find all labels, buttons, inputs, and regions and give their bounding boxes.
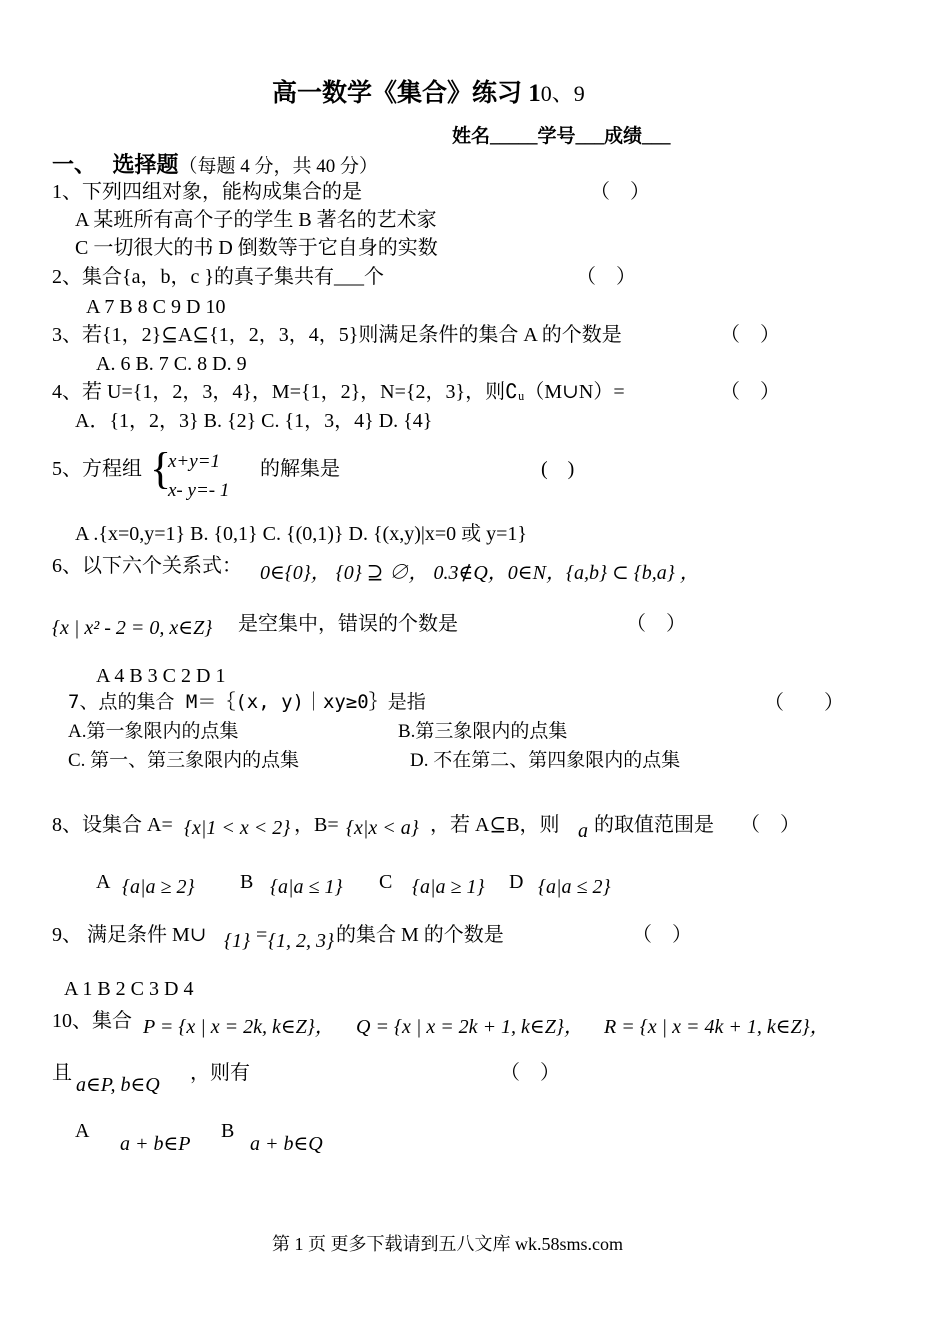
title-suffix: 0、9 [540,81,585,106]
question-10-line2-end: ，则有 [190,1062,250,1084]
question-7-option-d: D. 不在第二、第四象限内的点集 [410,750,681,771]
question-8-set-a: {x|1 < x < 2} [184,817,291,839]
question-1-answer-paren: （ ） [590,181,650,203]
question-10-option-b-expr: a + b∈Q [250,1133,323,1155]
question-1-options-cd: C 一切很大的书 D 倒数等于它自身的实数 [75,237,438,259]
question-8-option-b-label: B [240,871,254,893]
question-1-options-ab: A 某班所有高个子的学生 B 著名的艺术家 [75,209,437,231]
question-10-condition: a∈P, b∈Q [76,1074,160,1096]
question-2-options: A 7 B 8 C 9 D 10 [86,296,226,318]
question-8-option-d-label: D [509,871,524,893]
question-7-option-b: B.第三象限内的点集 [398,721,568,742]
question-4-options: A．{1，2，3} B. {2} C. {1，3，4} D. {4} [75,410,433,432]
question-10-answer-paren: （ ） [500,1062,560,1084]
question-10-set-q: Q = {x | x = 2k + 1, k∈Z}， [356,1016,584,1038]
question-5-stem: 5、方程组 [52,458,142,480]
question-10-set-p: P = {x | x = 2k, k∈Z}， [143,1016,335,1038]
question-5-tail: 的解集是 [260,458,340,480]
question-6-set-expression: {x | x² - 2 = 0, x∈Z} [52,617,213,639]
question-7-option-c: C. 第一、第三象限内的点集 [68,750,300,771]
section-title: 选择题 [112,152,179,177]
question-6-tail: 是空集中，错误的个数是 [238,613,458,635]
question-10-line2-start: 且 [52,1062,72,1084]
section-heading [52,152,378,178]
question-2-stem: 2、集合{a，b，c }的真子集共有___个 [52,266,384,288]
question-4-stem: 4、若 U={1，2，3，4}，M={1，2}，N={2，3}，则∁ᵤ（M∪N）= [52,381,625,403]
question-7-answer-paren: （ ） [764,692,844,714]
question-3-options: A. 6 B. 7 C. 8 D. 9 [96,353,247,375]
question-8-option-c-label: C [379,871,393,893]
system-brace-icon: { [150,444,172,493]
question-8-option-b-set: {a|a ≤ 1} [270,876,343,898]
question-8-option-c-set: {a|a ≥ 1} [412,876,485,898]
question-8-option-d-set: {a|a ≤ 2} [538,876,611,898]
question-2-answer-paren: （ ） [576,266,636,288]
question-4-answer-paren: （ ） [720,381,780,403]
question-8-tail2: 的取值范围是 [594,814,714,836]
question-8-answer-paren: （ ） [740,814,800,836]
question-5-equation-2: x- y=- 1 [168,480,230,501]
question-10-option-a-label: A [75,1120,90,1142]
question-9-set-1: {1} [224,930,250,952]
question-9-tail: 的集合 M 的个数是 [336,924,504,946]
question-5-equation-1: x+y=1 [168,451,221,472]
question-8-stem: 8、设集合 A= [52,814,173,836]
question-6-answer-paren: （ ） [626,613,686,635]
question-7-option-a: A.第一象限内的点集 [68,721,239,742]
question-3-stem: 3、若{1，2}⊆A⊆{1，2，3，4，5}则满足条件的集合 A 的个数是 [52,324,622,346]
question-3-answer-paren: （ ） [720,324,780,346]
question-5-answer-paren: ( ) [541,458,575,480]
question-9-options: A 1 B 2 C 3 D 4 [64,978,194,1000]
page-title [272,80,585,109]
question-10-set-r: R = {x | x = 4k + 1, k∈Z}， [604,1016,830,1038]
question-6-relations: 0∈{0}， {0} ⊇ ∅， 0.3∉Q，0∈N，{a,b} ⊂ {b,a} ， [260,562,700,584]
question-8-variable: a [578,820,588,842]
title-main: 高一数学《集合》练习 1 [272,80,541,107]
question-8-tail: ，若 A⊆B，则 [430,814,560,836]
section-note: （每题 4 分，共 40 分） [178,156,379,177]
question-9-answer-paren: （ ） [632,924,692,946]
question-10-stem: 10、集合 [52,1010,132,1032]
question-6-stem: 6、以下六个关系式： [52,555,242,577]
question-6-options: A 4 B 3 C 2 D 1 [96,665,226,687]
page-footer: 第 1 页 更多下载请到五八文库 wk.58sms.com [272,1234,623,1254]
question-9-stem: 9、 满足条件 M∪ [52,924,207,946]
question-10-option-b-label: B [221,1120,235,1142]
question-8-mid: ，B= [294,814,339,836]
question-8-option-a-label: A [96,871,111,893]
question-1-stem: 1、下列四组对象，能构成集合的是 [52,181,362,203]
question-7-stem: 7、点的集合 M＝｛(x, y)｜xy≥0｝是指 [68,691,426,713]
question-8-set-b: {x|x < a} [346,817,419,839]
question-5-options: A .{x=0,y=1} B. {0,1} C. {(0,1)} D. {(x,y)|x=0 或 y=1} [75,523,528,545]
question-10-option-a-expr: a + b∈P [120,1133,191,1155]
student-info-line: 姓名_____学号___成绩___ [452,126,671,147]
question-9-set-2: {1, 2, 3} [268,930,334,952]
question-9-equals: = [256,924,268,946]
question-8-option-a-set: {a|a ≥ 2} [122,876,195,898]
section-number: 一、 [52,152,97,177]
